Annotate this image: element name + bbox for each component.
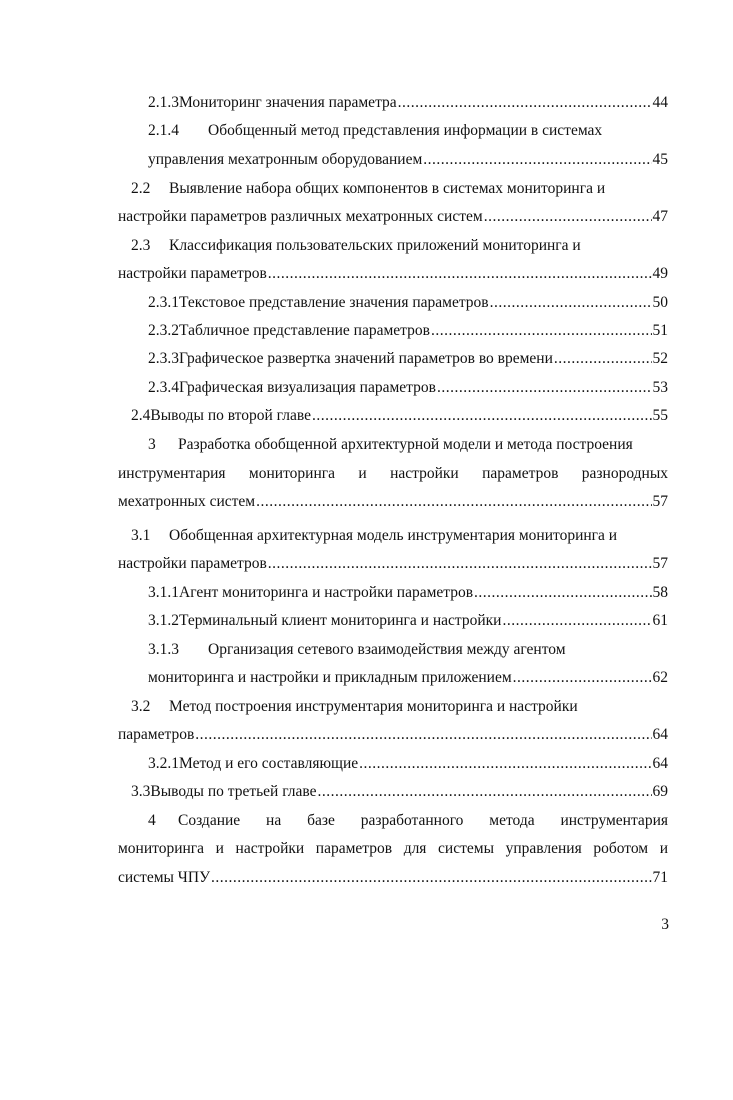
toc-number: 3.1 (131, 527, 151, 544)
dot-leader (256, 490, 651, 514)
toc-entry-2-2[interactable] (131, 177, 668, 201)
toc-number: 2.3.4 (148, 379, 179, 396)
toc-page: 49 (652, 265, 668, 282)
dot-leader (312, 404, 652, 428)
toc-title-cont: мониторинга и настройки параметров для системы управления роботом и (118, 840, 668, 857)
toc-title: Метод и его составляющие (179, 755, 359, 772)
toc-number: 3.1.3 (148, 641, 179, 658)
toc-entry-3-1[interactable] (131, 524, 668, 548)
toc-title-cont: настройки параметров различных мехатронных систем (118, 208, 483, 225)
toc-number: 3.3 (131, 783, 151, 800)
toc-entry-3-2-cont[interactable] (118, 723, 668, 747)
toc-title: Выявление набора общих компонентов в системах мониторинга и (169, 180, 606, 197)
toc-title-cont: параметров (118, 726, 195, 743)
toc-title-cont: настройки параметров (118, 265, 267, 282)
toc-page: 57 (652, 555, 668, 572)
toc-number: 3.2.1 (148, 755, 179, 772)
dot-leader (490, 291, 652, 315)
toc-entry-3-1-2[interactable] (148, 609, 668, 633)
dot-leader (431, 319, 652, 343)
toc-entry-2-4[interactable] (131, 404, 668, 428)
dot-leader (398, 91, 652, 115)
toc-entry-2-3-2[interactable] (148, 319, 668, 343)
toc-number: 2.3.3 (148, 350, 179, 367)
dot-leader (513, 666, 652, 690)
toc-entry-2-3-4[interactable] (148, 376, 668, 400)
toc-page: 52 (652, 350, 668, 367)
toc-page: 71 (652, 869, 668, 886)
dot-leader (318, 780, 652, 804)
toc-entry-2-3[interactable] (131, 234, 668, 258)
toc-page: 64 (652, 755, 668, 772)
toc-title: Классификация пользовательских приложений мониторинга и (169, 237, 581, 254)
toc-title-cont: мониторинга и настройки и прикладным приложением (148, 669, 512, 686)
toc-entry-2-1-4-cont[interactable] (148, 148, 668, 172)
toc-entry-3-1-3-cont[interactable] (148, 666, 668, 690)
dot-leader (195, 723, 651, 747)
toc-entry-4[interactable] (148, 809, 668, 833)
toc-number: 2.2 (131, 180, 151, 197)
toc-entry-4-cont1[interactable] (118, 837, 668, 861)
dot-leader (502, 609, 651, 633)
toc-title-cont: мехатронных систем (118, 493, 256, 510)
dot-leader (437, 376, 652, 400)
toc-page: 45 (652, 151, 668, 168)
dot-leader (474, 581, 651, 605)
dot-leader (359, 752, 651, 776)
toc-entry-2-2-cont[interactable] (118, 205, 668, 229)
page-number: 3 (661, 916, 669, 933)
toc-entry-3-1-3[interactable] (148, 638, 668, 662)
dot-leader (211, 866, 651, 890)
toc-number: 2.3.2 (148, 322, 179, 339)
toc-number: 3.1.1 (148, 584, 179, 601)
dot-leader (423, 148, 651, 172)
toc-title: Создание на базе разработанного метода инструментария (178, 812, 668, 829)
toc-title: Мониторинг значения параметра (179, 94, 397, 111)
toc-title: Терминальный клиент мониторинга и настройки (179, 612, 502, 629)
toc-title: Графическое развертка значений параметров во времени (179, 350, 553, 367)
toc-entry-3-2-1[interactable] (148, 752, 668, 776)
toc-page: 47 (652, 208, 668, 225)
toc-entry-3-2[interactable] (131, 695, 668, 719)
toc-entry-3-cont1[interactable] (118, 462, 668, 486)
toc-number: 2.3.1 (148, 294, 179, 311)
dot-leader (484, 205, 652, 229)
toc-page: 58 (652, 584, 668, 601)
toc-title: Метод построения инструментария мониторинга и настройки (169, 698, 578, 715)
toc-title: Текстовое представление значения параметров (179, 294, 489, 311)
toc-number: 2.3 (131, 237, 151, 254)
toc-page: 64 (652, 726, 668, 743)
toc-entry-2-1-4[interactable] (148, 119, 668, 143)
toc-title: Выводы по второй главе (150, 407, 311, 424)
toc-entry-2-3-cont[interactable] (118, 262, 668, 286)
toc-title: Агент мониторинга и настройки параметров (179, 584, 474, 601)
toc-entry-3-1-cont[interactable] (118, 552, 668, 576)
toc-title-cont: системы ЧПУ (118, 869, 211, 886)
dot-leader (554, 347, 652, 371)
toc-title-cont: управления мехатронным оборудованием (148, 151, 423, 168)
toc-title-cont: настройки параметров (118, 555, 267, 572)
toc-entry-2-3-3[interactable] (148, 347, 668, 371)
toc-title: Обобщенный метод представления информации в системах (208, 122, 603, 139)
toc-number: 2.1.4 (148, 122, 179, 139)
toc-title: Обобщенная архитектурная модель инструментария мониторинга и (169, 527, 618, 544)
toc-entry-3[interactable] (148, 433, 668, 457)
toc-page: 61 (652, 612, 668, 629)
toc-entry-4-cont[interactable] (118, 866, 668, 890)
toc-page: 53 (652, 379, 668, 396)
toc-entry-3-3[interactable] (131, 780, 668, 804)
toc-entry-2-1-3[interactable] (148, 91, 668, 115)
toc-number: 2.1.3 (148, 94, 179, 111)
toc-title: Разработка обобщенной архитектурной модели и метода построения (178, 436, 633, 453)
toc-title: Табличное представление параметров (179, 322, 430, 339)
toc-page: 50 (652, 294, 668, 311)
toc-title: Выводы по третьей главе (150, 783, 317, 800)
toc-page: 57 (652, 493, 668, 510)
toc-title-cont: инструментария мониторинга и настройки параметров разнородных (118, 465, 668, 482)
toc-number: 4 (148, 812, 156, 829)
toc-entry-2-3-1[interactable] (148, 291, 668, 315)
toc-number: 3.2 (131, 698, 151, 715)
toc-page: 69 (652, 783, 668, 800)
toc-page: 51 (652, 322, 668, 339)
toc-number: 2.4 (131, 407, 151, 424)
toc-page: 62 (652, 669, 668, 686)
toc-number: 3.1.2 (148, 612, 179, 629)
toc-entry-3-1-1[interactable] (148, 581, 668, 605)
toc-title: Графическая визуализация параметров (179, 379, 436, 396)
toc-number: 3 (148, 436, 156, 453)
toc-entry-3-cont[interactable] (118, 490, 668, 514)
dot-leader (268, 262, 652, 286)
toc-page: 55 (652, 407, 668, 424)
toc-page: 44 (652, 94, 668, 111)
toc-title: Организация сетевого взаимодействия между агентом (208, 641, 566, 658)
dot-leader (268, 552, 652, 576)
